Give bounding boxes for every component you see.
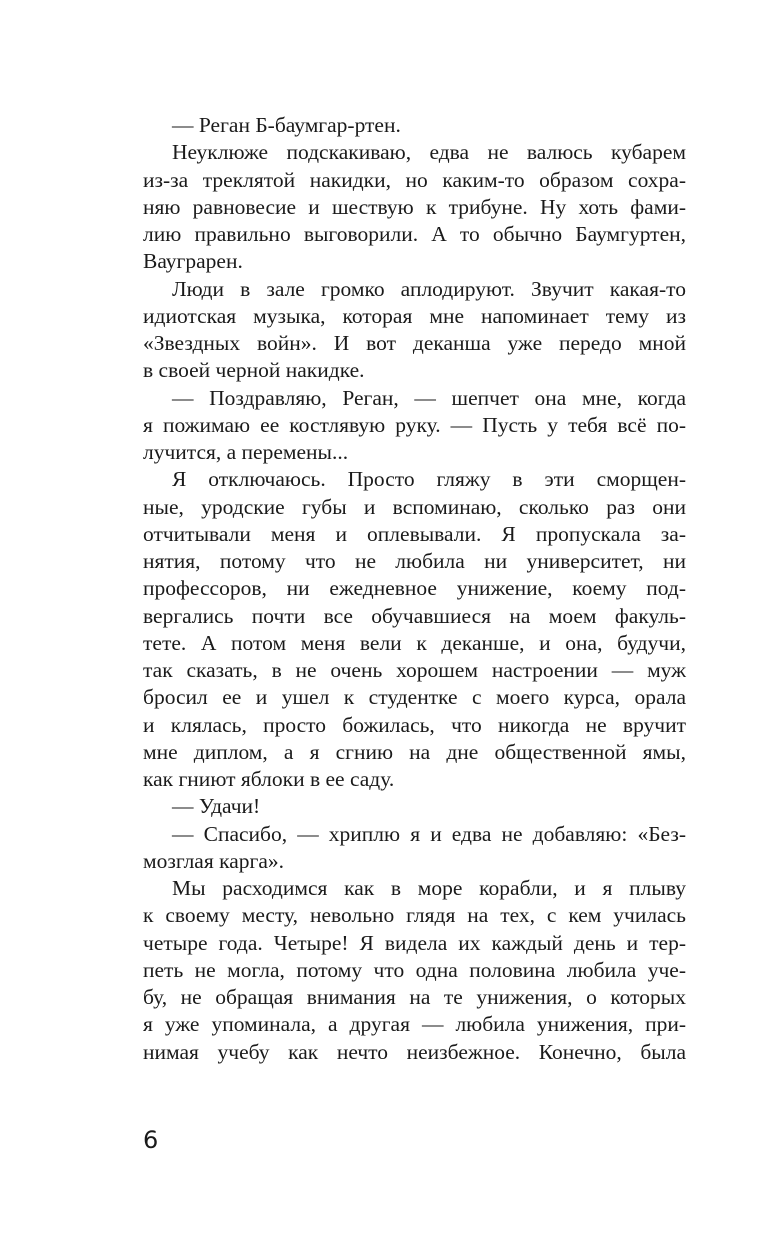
text-line: мне диплом, а я сгнию на дне общественной ямы,	[143, 739, 686, 764]
text-line: я уже упоминала, а другая — любила унижения, при-	[143, 1012, 686, 1037]
text-line: мозглая карга».	[143, 848, 285, 873]
text-line: ные, уродские губы и вспоминаю, сколько раз они	[143, 494, 686, 519]
text-line: — Удачи!	[172, 794, 261, 819]
text-line: лучится, а перемены...	[143, 440, 349, 464]
text-line: тете. А потом меня вели к деканше, и она, будучи,	[143, 630, 686, 655]
text-line: как гниют яблоки в ее саду.	[143, 767, 395, 791]
text-line: Я отключаюсь. Просто гляжу в эти сморщен-	[172, 467, 686, 492]
text-line: отчитывали меня и оплевывали. Я пропускала за-	[143, 521, 686, 546]
text-line: — Реган Б-баумгар-ртен.	[172, 113, 401, 137]
text-line: я пожимаю ее костлявую руку. — Пусть у тебя всё по-	[143, 412, 686, 437]
text-line: профессоров, ни ежедневное унижение, коему под-	[143, 576, 686, 601]
body-text	[143, 112, 686, 1066]
text-line: нимая учебу как нечто неизбежное. Конечно, была	[143, 1039, 686, 1064]
text-line: Неуклюже подскакиваю, едва не валюсь кубарем	[172, 140, 686, 165]
text-line: — Поздравляю, Реган, — шепчет она мне, когда	[172, 385, 686, 410]
text-line: идиотская музыка, которая мне напоминает тему из	[143, 303, 686, 328]
text-line: вергались почти все обучавшиеся на моем факуль-	[143, 603, 686, 628]
text-line: Мы расходимся как в море корабли, и я плыву	[172, 876, 686, 900]
text-line: так сказать, в не очень хорошем настроении — муж	[143, 658, 686, 682]
text-line: петь не могла, потому что одна половина любила уче-	[143, 957, 686, 982]
text-line: лию правильно выговорили. А то обычно Баумгуртен,	[143, 222, 686, 246]
text-line: «Звездных войн». И вот деканша уже передо мной	[143, 331, 686, 355]
text-line: четыре года. Четыре! Я видела их каждый день и тер-	[143, 930, 686, 955]
page-number: 6	[143, 1126, 159, 1154]
text-line: из-за треклятой накидки, но каким-то образом сохра-	[143, 167, 686, 192]
text-line: нятия, потому что не любила ни университет, ни	[143, 549, 686, 573]
text-line: к своему месту, невольно глядя на тех, с кем училась	[143, 903, 686, 928]
text-line: Люди в зале громко аплодируют. Звучит какая-то	[172, 276, 686, 301]
text-line: Вауграрен.	[143, 249, 243, 274]
text-line: бросил ее и ушел к студентке с моего курса, орала	[143, 685, 686, 710]
text-line: няю равновесие и шествую к трибуне. Ну хоть фами-	[143, 194, 686, 219]
text-line: бу, не обращая внимания на те унижения, о которых	[143, 985, 686, 1009]
text-line: в своей черной накидке.	[143, 358, 365, 383]
text-line: — Спасибо, — хриплю я и едва не добавляю: «Без-	[172, 821, 686, 846]
text-line: и клялась, просто божилась, что никогда не вручит	[143, 712, 686, 737]
